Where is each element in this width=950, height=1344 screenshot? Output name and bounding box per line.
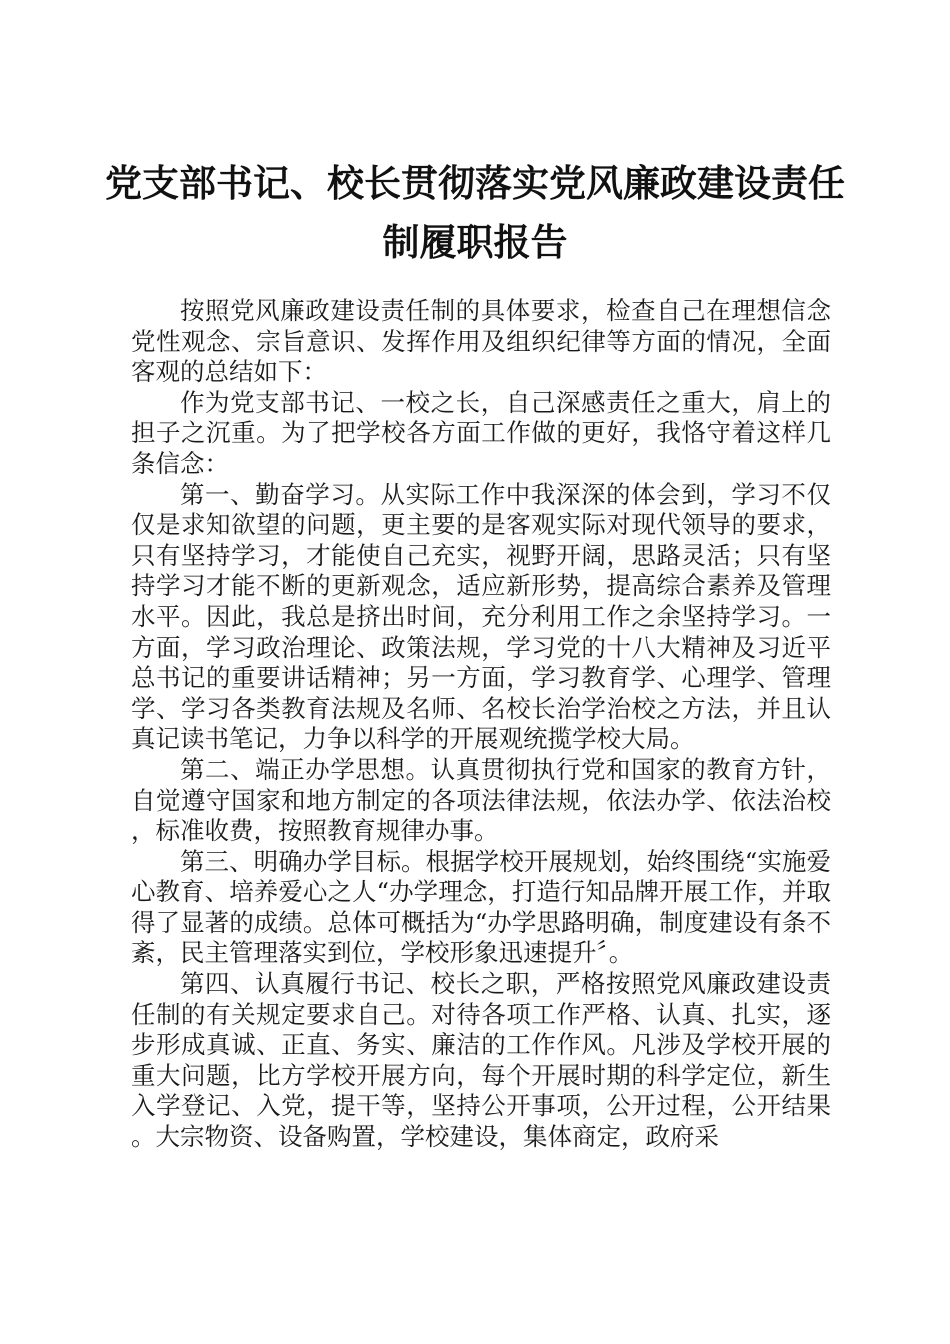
paragraph-second-philosophy: 第二、端正办学思想。认真贯彻执行党和国家的教育方针，自觉遵守国家和地方制定的各项法律法规，依法办学、依法治校，标准收费，按照教育规律办事。 (131, 754, 831, 846)
paragraph-third-goals: 第三、明确办学目标。根据学校开展规划，始终围绕“实施爱心教育、培养爱心之人“办学理念，打造行知品牌开展工作，并取得了显著的成绩。总体可概括为“办学思路明确，制度建设有条不紊，民主管理落实到位，学校形象迅速提升〞。 (131, 846, 831, 968)
document-body (131, 296, 831, 1153)
paragraph-beliefs: 作为党支部书记、一校之长，自己深感责任之重大，肩上的担子之沉重。为了把学校各方面工作做的更好，我恪守着这样几条信念： (131, 387, 831, 478)
paragraph-first-study: 第一、勤奋学习。从实际工作中我深深的体会到，学习不仅仅是求知欲望的问题，更主要的是客观实际对现代领导的要求，只有坚持学习，才能使自己充实，视野开阔，思路灵活；只有坚持学习才能不断的更新观念，适应新形势，提高综合素养及管理水平。因此，我总是挤出时间，充分利用工作之余坚持学习。一方面，学习政治理论、政策法规，学习党的十八大精神及习近平总书记的重要讲话精神；另一方面，学习教育学、心理学、管理学、学习各类教育法规及名师、名校长治学治校之方法，并且认真记读书笔记，力争以科学的开展观统揽学校大局。 (131, 479, 831, 754)
paragraph-fourth-duties: 第四、认真履行书记、校长之职，严格按照党风廉政建设责任制的有关规定要求自己。对待各项工作严格、认真、扎实，逐步形成真诚、正直、务实、廉洁的工作作风。凡涉及学校开展的重大问题，比方学校开展方向，每个开展时期的科学定位，新生入学登记、入党，提干等，坚持公开事项，公开过程，公开结果。大宗物资、设备购置，学校建设，集体商定，政府采 (131, 969, 831, 1152)
document-title-line-2: 制履职报告 (382, 220, 568, 264)
document-title-line-1: 党支部书记、校长贯彻落实党风廉政建设责任 (105, 161, 845, 205)
paragraph-intro: 按照党风廉政建设责任制的具体要求，检查自己在理想信念党性观念、宗旨意识、发挥作用及组织纪律等方面的情况，全面客观的总结如下： (131, 296, 831, 387)
